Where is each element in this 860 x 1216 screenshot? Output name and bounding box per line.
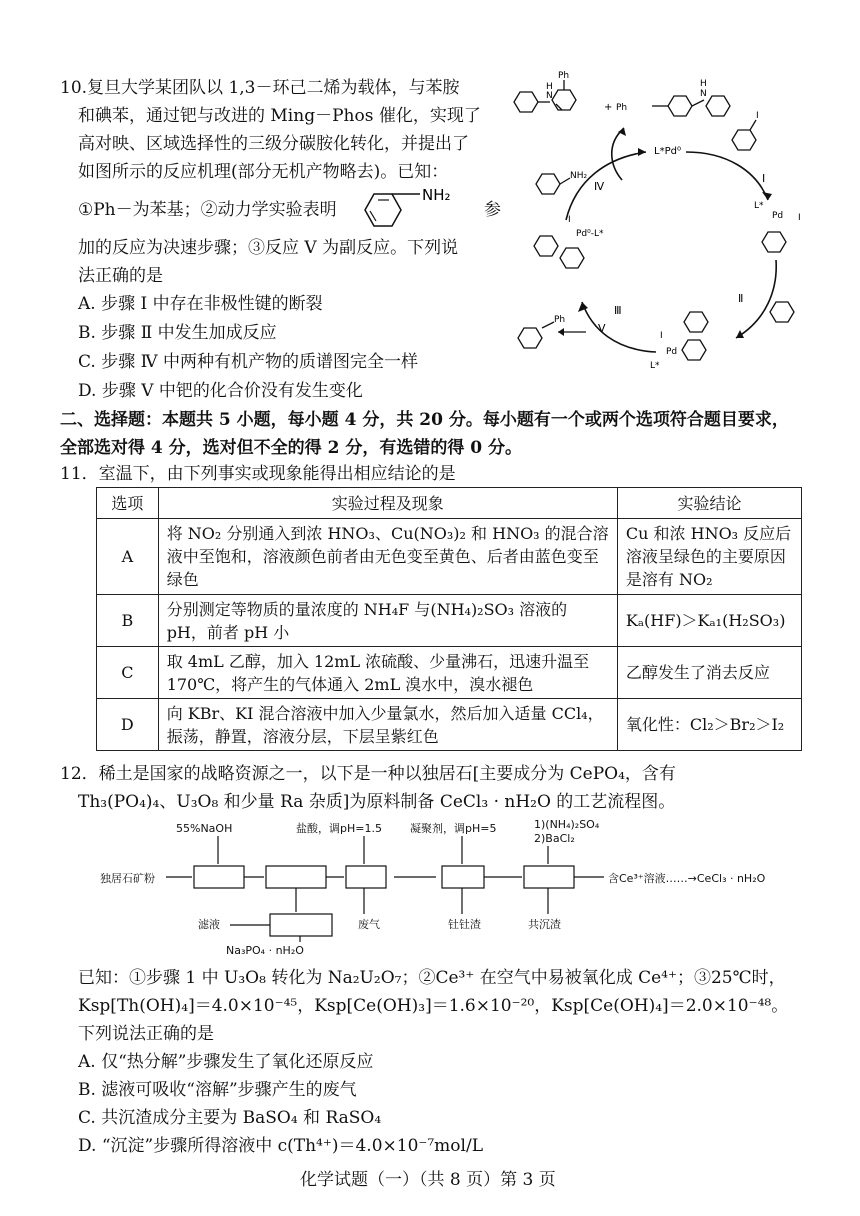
header-option: 选项 bbox=[97, 488, 159, 519]
flow-reagent-hcl: 盐酸，调pH=1.5 bbox=[296, 822, 382, 835]
row-a-conclusion: Cu 和浓 HNO₃ 反应后溶液呈绿色的主要原因是溶有 NO₂ bbox=[617, 519, 801, 595]
row-c-option: C bbox=[97, 647, 159, 699]
q10-line-4: 如图所示的反应机理(部分无机产物略去)。已知： bbox=[78, 162, 449, 182]
svg-text:H: H bbox=[546, 82, 553, 92]
q10-line-5: ①Ph－为苯基；②动力学实验表明 bbox=[78, 200, 337, 220]
step-1-label: Ⅰ bbox=[762, 172, 766, 185]
page-footer: 化学试题（一）（共 8 页）第 3 页 bbox=[300, 1170, 556, 1190]
flow-residue-4: 钍钍渣 bbox=[448, 918, 481, 931]
step-3-label: Ⅲ bbox=[614, 304, 622, 317]
catalyst-label: L*Pd⁰ bbox=[654, 146, 681, 157]
flow-after-coprecipitation: 含Ce³⁺溶液……→CeCl₃ · nH₂O bbox=[608, 872, 766, 885]
q10-line-1: 10.复旦大学某团队以 1,3－环己二烯为载体，与苯胺 bbox=[60, 78, 460, 98]
q11-stem: 11．室温下，由下列事实或现象能得出相应结论的是 bbox=[60, 464, 456, 484]
flow-box-coprecipitate bbox=[524, 866, 574, 888]
svg-text:Pd: Pd bbox=[666, 347, 678, 357]
table-row bbox=[97, 519, 802, 595]
svg-text:NH₂: NH₂ bbox=[570, 171, 588, 181]
q10-line-2: 和碘苯，通过钯与改进的 Ming－Phos 催化，实现了 bbox=[78, 106, 481, 126]
svg-text:I: I bbox=[660, 331, 663, 341]
table-header-row bbox=[97, 488, 802, 519]
flow-reagent-bacl2: 2)BaCl₂ bbox=[534, 832, 575, 845]
q11-table bbox=[96, 487, 802, 751]
q12-prompt: 下列说法正确的是 bbox=[78, 1024, 214, 1044]
flow-reagent-ammonium-sulfate: 1)(NH₄)₂SO₄ bbox=[534, 820, 600, 831]
q10-option-a: A. 步骤 Ⅰ 中存在非极性键的断裂 bbox=[78, 294, 323, 314]
q10-line-5b: 参 bbox=[484, 200, 501, 220]
table-row bbox=[97, 595, 802, 647]
svg-text:H: H bbox=[700, 79, 707, 89]
svg-text:N: N bbox=[700, 89, 707, 99]
q12-given-line-2: Ksp[Th(OH)₄]＝4.0×10⁻⁴⁵，Ksp[Ce(OH)₃]＝1.6×10⁻²⁰，Ksp[Ce(OH)₄]＝2.0×10⁻⁴⁸。 bbox=[78, 996, 789, 1016]
flow-filtrate: 滤液 bbox=[198, 918, 220, 931]
row-d-option: D bbox=[97, 699, 159, 751]
row-a-procedure: 将 NO₂ 分别通入到浓 HNO₃、Cu(NO₃)₂ 和 HNO₃ 的混合溶液中至饱和，溶液颜色前者由无色变至黄色、后者由蓝色变至绿色 bbox=[158, 519, 617, 595]
flow-box-concentrate-crystallize bbox=[270, 914, 332, 936]
row-b-procedure: 分别测定等物质的量浓度的 NH₄F 与(NH₄)₂SO₃ 溶液的 pH，前者 pH 小 bbox=[158, 595, 617, 647]
flow-waste-gas: 废气 bbox=[358, 918, 380, 931]
svg-text:L*: L* bbox=[650, 361, 660, 371]
process-flow-diagram bbox=[96, 820, 796, 960]
row-b-conclusion: Kₐ(HF)＞Kₐ₁(H₂SO₃) bbox=[617, 595, 801, 647]
svg-text:Ph: Ph bbox=[616, 103, 628, 113]
row-c-procedure: 取 4mL 乙醇，加入 12mL 浓硫酸、少量沸石，迅速升温至 170℃，将产生的气体通入 2mL 溴水中，溴水褪色 bbox=[158, 647, 617, 699]
reaction-mechanism-diagram bbox=[506, 70, 814, 380]
q10-line-7: 法正确的是 bbox=[78, 266, 163, 286]
svg-text:I: I bbox=[798, 213, 801, 223]
svg-text:Ph: Ph bbox=[558, 71, 570, 81]
svg-text:I: I bbox=[756, 111, 759, 121]
flow-box-precipitate bbox=[442, 866, 484, 888]
q10-option-b: B. 步骤 Ⅱ 中发生加成反应 bbox=[78, 323, 277, 343]
header-procedure: 实验过程及现象 bbox=[158, 488, 617, 519]
q10-option-c: C. 步骤 Ⅳ 中两种有机产物的质谱图完全一样 bbox=[78, 352, 418, 372]
section-2-heading-line-2: 全部选对得 4 分，选对但不全的得 2 分，有选错的得 0 分。 bbox=[60, 438, 522, 458]
flow-box-thermal-decomposition bbox=[194, 866, 244, 888]
pd-complex-label: Pd⁰-L* bbox=[576, 229, 604, 239]
svg-text:Ph: Ph bbox=[554, 315, 566, 325]
q10-option-d: D. 步骤 V 中钯的化合价没有发生变化 bbox=[78, 381, 363, 401]
flow-residue-5: 共沉渣 bbox=[528, 918, 561, 931]
q12-given-line-1: 已知：①步骤 1 中 U₃O₈ 转化为 Na₂U₂O₇；②Ce³⁺ 在空气中易被氧化成 Ce⁴⁺；③25℃时， bbox=[78, 968, 786, 988]
q10-line-3: 高对映、区域选择性的三级分碳胺化转化，并提出了 bbox=[78, 134, 469, 154]
flow-start: 独居石矿粉 bbox=[100, 872, 155, 885]
nh2-label: NH₂ bbox=[422, 188, 451, 204]
q12-option-c: C. 共沉渣成分主要为 BaSO₄ 和 RaSO₄ bbox=[78, 1108, 382, 1128]
aniline-structure bbox=[354, 188, 482, 232]
q12-option-a: A. 仅“热分解”步骤发生了氧化还原反应 bbox=[78, 1052, 374, 1072]
section-2-heading-line-1: 二、选择题：本题共 5 小题，每小题 4 分，共 20 分。每小题有一个或两个选项符合题目要求， bbox=[60, 410, 789, 430]
table-row bbox=[97, 699, 802, 751]
svg-text:I: I bbox=[568, 215, 571, 225]
row-b-option: B bbox=[97, 595, 159, 647]
svg-text:N: N bbox=[546, 91, 553, 101]
flow-box-dilute-filter bbox=[266, 866, 326, 888]
row-c-conclusion: 乙醇发生了消去反应 bbox=[617, 647, 801, 699]
step-5-label: V bbox=[598, 322, 606, 335]
q12-option-d: D. “沉淀”步骤所得溶液中 c(Th⁴⁺)＝4.0×10⁻⁷mol/L bbox=[78, 1136, 483, 1156]
q12-stem-line-2: Th₃(PO₄)₄、U₃O₈ 和少量 Ra 杂质]为原料制备 CeCl₃ · nH₂O 的工艺流程图。 bbox=[78, 792, 676, 812]
flow-reagent-coagulant: 凝聚剂，调pH=5 bbox=[410, 822, 497, 835]
step-4-label: Ⅳ bbox=[594, 180, 605, 193]
flow-box-dissolve bbox=[346, 866, 386, 888]
row-d-conclusion: 氧化性：Cl₂＞Br₂＞I₂ bbox=[617, 699, 801, 751]
step-2-label: Ⅱ bbox=[738, 292, 744, 305]
row-a-option: A bbox=[97, 519, 159, 595]
svg-text:+: + bbox=[604, 102, 613, 113]
q12-option-b: B. 滤液可吸收“溶解”步骤产生的废气 bbox=[78, 1080, 357, 1100]
svg-text:Pd: Pd bbox=[772, 211, 784, 221]
table-row bbox=[97, 647, 802, 699]
header-conclusion: 实验结论 bbox=[617, 488, 801, 519]
q10-line-6: 加的反应为决速步骤；③反应 V 为副反应。下列说 bbox=[78, 238, 459, 258]
svg-text:L*: L* bbox=[754, 201, 764, 211]
q12-stem-line-1: 12．稀土是国家的战略资源之一，以下是一种以独居石[主要成分为 CePO₄，含有 bbox=[60, 764, 676, 784]
row-d-procedure: 向 KBr、KI 混合溶液中加入少量氯水，然后加入适量 CCl₄，振荡，静置，溶液分层，下层呈紫红色 bbox=[158, 699, 617, 751]
flow-product-na3po4: Na₃PO₄ · nH₂O bbox=[226, 944, 304, 957]
flow-reagent-naoh: 55%NaOH bbox=[176, 822, 233, 835]
